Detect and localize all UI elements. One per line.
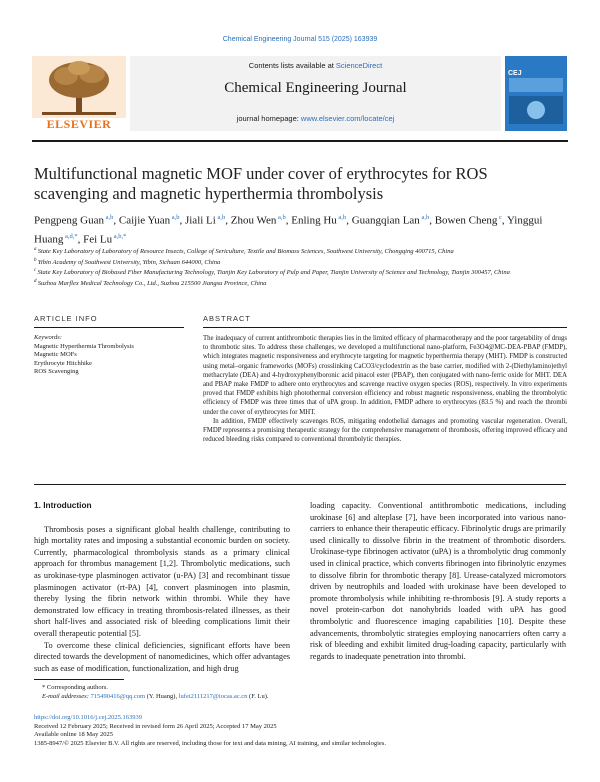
doi-link[interactable]: https://doi.org/10.1016/j.cej.2025.163939	[34, 714, 143, 721]
author-name[interactable]: Pengpeng Guan	[34, 214, 104, 227]
author-name[interactable]: Caijie Yuan	[118, 214, 171, 227]
body-column-left	[34, 500, 290, 674]
sciencedirect-link[interactable]: ScienceDirect	[335, 61, 383, 70]
author-affiliation-marker[interactable]: a,b	[103, 214, 114, 221]
author-name[interactable]: Bowen Cheng	[434, 214, 498, 227]
author-affiliation-marker[interactable]: a,d,*	[63, 232, 78, 240]
header-rule	[32, 140, 568, 142]
intro-paragraph-2: To overcome these clinical deficiencies, significant efforts have been directed towards the development of nanomedicines, which offer advantages such as ease of modification, functionalization, and high drug	[34, 640, 290, 673]
author-affiliation-marker[interactable]: a,b	[276, 214, 286, 221]
keywords-list	[34, 343, 184, 377]
intro-paragraph-3: loading capacity. Conventional antithrombotic medications, including urokinase [6] and alteplase [7], have been incorporated into various nano-carriers to enhance their therapeutic efficacy. Fibrinolytic drugs are primarily used clinically to dissolve fibrin in the treatment of thrombotic disorders. Urokinase-type fibrinogen activator (uPA) is a thrombolytic drug commonly used in clinical practice, which converts fibrinogen into fibrinolytic enzymes to dissolve fibrin for thrombotic therapy [8]. Urease-catalyzed micromotors driven by neutrophils and loaded with urokinase have been developed to promote thrombolysis while inhibiting re-thrombosis [9]. A study reports a novel protein-carbon dot nanohybrids loaded with uPA has good thrombolytic and fluorescence imaging capabilities [10]. Despite these advancements, thrombolytic strategies employing nanocarriers often carry a risk of bleeding and exhibit limited drug-loading capacity, particularly with regards to inadequate penetration into thrombi.	[310, 501, 566, 661]
author-affiliation-marker[interactable]: a,b,*	[112, 232, 127, 240]
author-affiliation-marker[interactable]: a,b	[419, 214, 430, 221]
author-name[interactable]: Guangqian Lan	[351, 214, 420, 227]
article-info-rule	[34, 327, 184, 328]
received-dates: Received 12 February 2025; Received in revised form 26 April 2025; Accepted 17 May 2025	[34, 722, 277, 730]
journal-cover-image	[505, 56, 567, 131]
keyword-item: Erythrocyte Hitchhike	[34, 359, 92, 367]
author-affiliation-marker[interactable]: a,b	[170, 214, 180, 221]
keywords-block	[34, 334, 184, 377]
affiliation-list	[34, 246, 564, 289]
keyword-item: Magnetic Hyperthermia Thrombolysis	[34, 342, 134, 350]
author-name[interactable]: Zhou Wen	[230, 214, 277, 227]
author-affiliation-marker[interactable]: a,b	[215, 214, 226, 221]
corresponding-note: * Corresponding authors.	[42, 684, 108, 691]
email-line	[34, 693, 334, 702]
abstract-text	[203, 334, 567, 444]
footnote-rule	[34, 679, 124, 680]
email-label: E-mail addresses:	[42, 692, 91, 700]
homepage-link[interactable]: www.elsevier.com/locate/cej	[300, 114, 395, 123]
abstract-heading: ABSTRACT	[203, 314, 252, 323]
email-link-lu[interactable]: lufei2111217@iocas.ac.cn	[178, 692, 248, 700]
body-column-right	[310, 500, 566, 662]
journal-citation[interactable]: Chemical Engineering Journal 515 (2025) 163939	[222, 36, 378, 43]
abstract-paragraph-1: The inadequacy of current antithrombotic therapies lies in the limited efficacy of pharmacotherapy and the poor targetability of drugs to thrombotic sites. To address these challenges, we developed a multifunctional nano-platform, Fe3O4@MC-DEA-PBAP (FMDP), which integrates magnetic responsiveness and erythrocyte targeting for magnetic hyperthermia therapy (MHT). FMDP is constructed using metal–organic frameworks (MOFs) crosslinking CaCO3/cyclodextrin as the base carrier, modified with 2-(Diethylamino)ethyl methacrylate (DEA) and 4-hydroxyphenylboronic acid pinacol ester (PBAP), then conjugated with nano-ferric oxide for MHT. DEA and PBAP make FMDP to adhere onto erythrocytes and scavenge reactive oxygen species (ROS), respectively. In vitro experiments proved that FMDP exhibits high photothermal conversion efficiency and robust magnetic responsiveness, enabling the thrombolytic efficiency of FMDP was three times that of uPA group. In addition, FMDP adhere to erythrocytes (83.5 %) and reach the thrombi under the cover of erythrocytes for MHT.	[203, 335, 567, 416]
journal-homepage	[130, 114, 501, 123]
author-name[interactable]: Enling Hu	[291, 214, 337, 227]
keyword-item: ROS Scavenging	[34, 368, 79, 375]
author-name[interactable]: Yinggui Huang	[34, 214, 543, 246]
article-info-heading: ARTICLE INFO	[34, 314, 98, 323]
intro-paragraph-1: Thrombosis poses a significant global health challenge, contributing to high mortality rates and imposing a substantial economic burden on society. Currently, pharmacological thrombolysis stands as a primary clinical approach for thrombus management [1,2]. Thrombolytic medications, such as urokinase-type plasminogen activator (u-PA) [3] and recombinant tissue plasminogen activator (rt-PA) [4], convert plasminogen into plasmin, thereby lysing the fibrin network within thrombi. While they have demonstrated low efficacy in treating thrombosis-related illnesses, as their short half-lives and associated risk of bleeding complications limit their overall therapeutic potential [5].	[34, 524, 290, 638]
homepage-prefix: journal homepage:	[236, 114, 301, 123]
email-name-huang: (Y. Huang),	[145, 692, 179, 700]
footnotes	[34, 684, 334, 701]
article-title: Multifunctional magnetic MOF under cover of erythrocytes for ROS scavenging and magnetic hyperthermia thrombolysis	[34, 164, 488, 203]
affiliation-item: $^d$ Suzhou Marflex Medical Technology Co., Ltd., Suzhou 215500 Jiangsu Province, China	[34, 278, 267, 288]
contents-prefix: Contents lists available at	[248, 61, 336, 70]
publication-info	[34, 714, 554, 748]
affiliation-item: $^a$ State Key Laboratory of Laboratory of Resource Insects, College of Sericulture, Textile and Biomass Sciences, Southwest University, Chongqing 400715, China	[34, 247, 454, 256]
author-name[interactable]: Fei Lu	[83, 233, 113, 246]
email-name-lu: (F. Lu).	[247, 692, 269, 700]
affiliation-item: $^c$ State Key Laboratory of Biobased Fiber Manufacturing Technology, Tianjin Key Laboratory of Pulp and Paper, Tianjin University of Science and Technology, Tianjin 300457, China	[34, 268, 510, 277]
publisher-name: ELSEVIER	[46, 117, 112, 131]
contents-line	[130, 61, 501, 70]
email-link-huang[interactable]: 715490416@qq.com	[90, 692, 146, 700]
keywords-label: Keywords:	[34, 334, 62, 341]
author-affiliation-marker[interactable]: c	[497, 214, 502, 221]
affiliation-item: $^b$ Yibin Academy of Southwest University, Yibin, Sichuan 644000, China	[34, 257, 221, 266]
available-online: Available online 18 May 2025	[34, 731, 113, 738]
elsevier-tree-icon	[32, 56, 126, 118]
author-affiliation-marker[interactable]: a,b	[336, 214, 347, 221]
author-name[interactable]: Jiali Li	[184, 214, 216, 227]
abstract-rule	[203, 327, 567, 328]
section-heading-introduction: 1. Introduction	[34, 500, 92, 510]
author-list: Pengpeng Guan $^{a,b}$, Caijie Yuan $^{a,b}$, Jiali Li $^{a,b}$, Zhou Wen $^{a,b}$, Enling Hu $^{a,b}$, Guangqian Lan $^{a,b}$, Bowen Cheng $^c$, Yinggui Huang $^{a,d,*}$, Fei Lu $^{a,b,*}$	[34, 214, 543, 246]
journal-title: Chemical Engineering Journal	[224, 80, 407, 96]
abstract-paragraph-2: In addition, FMDP effectively scavenges ROS, mitigating endothelial damages and promoting vascular regeneration. Overall, FMDP represents a promising therapeutic strategy for the comprehensive management of thrombosis, offering improved efficacy and reduced bleeding risks compared to conventional thrombolytic therapies.	[203, 417, 567, 444]
copyright-notice: 1385-8947/© 2025 Elsevier B.V. All rights are reserved, including those for text and data mining, AI training, and similar technologies.	[34, 739, 386, 747]
abstract-bottom-rule	[34, 484, 566, 485]
keyword-item: Magnetic MOFs	[34, 351, 77, 358]
cover-title: CEJ	[508, 70, 522, 77]
